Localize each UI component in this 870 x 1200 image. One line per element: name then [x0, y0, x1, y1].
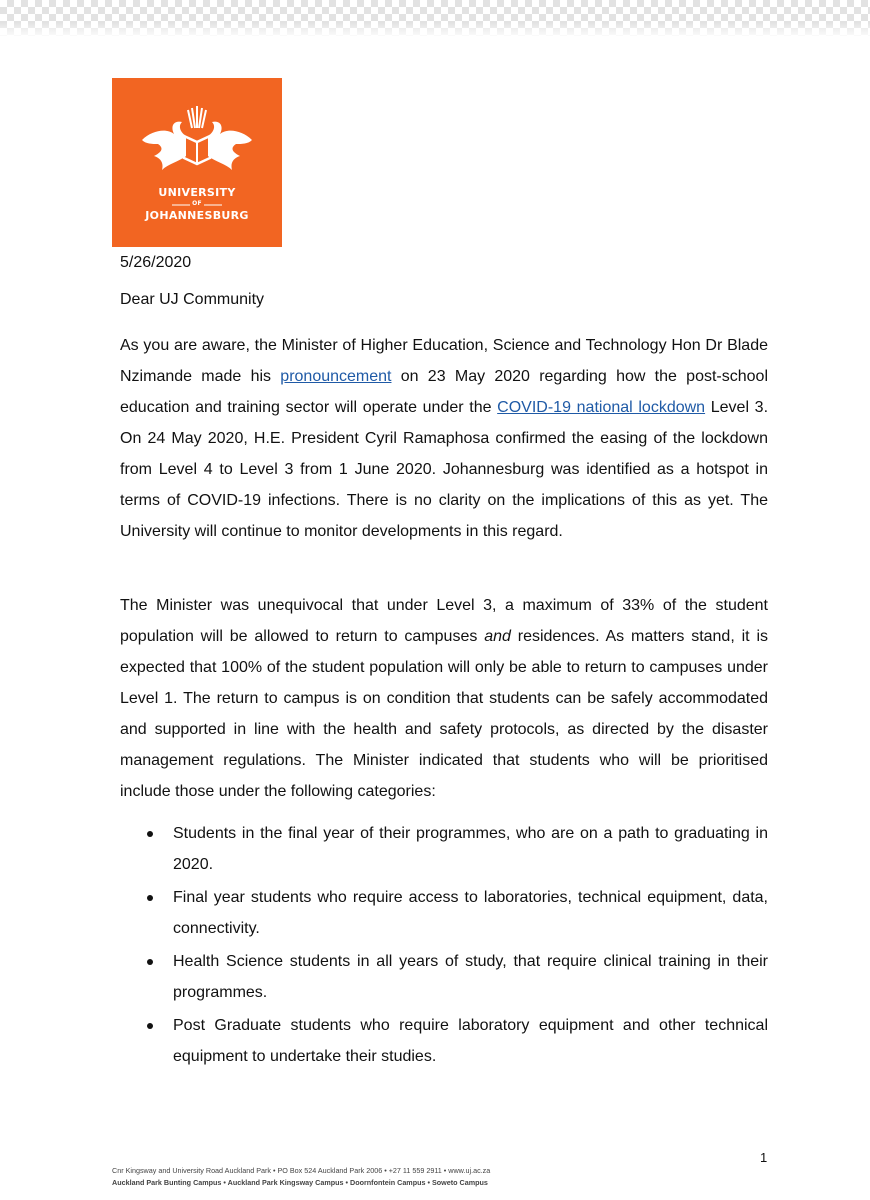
page-number: 1 — [760, 1150, 768, 1165]
paragraph-2 — [120, 590, 768, 807]
paragraph-2-text-a: The Minister was unequivocal that under Level 3, a maximum of 33% of the student population will be allowed to return to campuses — [120, 597, 768, 645]
footer-campuses: Auckland Park Bunting Campus • Auckland Park Kingsway Campus • Doornfontein Campus • Soweto Campus — [112, 1178, 488, 1187]
paragraph-1-text-b: on 23 May 2020 regarding how the post-school education and training sector will operate under the — [120, 368, 768, 416]
paragraph-2-text-b: residences. As matters stand, it is expected that 100% of the student population will only be able to return to campuses under Level 1. The return to campus is on condition that students can be safely accommodated and supported in line with the health and safety protocols, as directed by the disaster management regulations. The Minister indicated that students who will be prioritised include those under the following categories: — [120, 628, 769, 800]
torn-edge-fade — [0, 22, 870, 38]
priority-categories-list — [120, 818, 768, 1074]
list-item-text: Health Science students in all years of study, that require clinical training in their programmes. — [173, 953, 768, 1001]
list-item-text: Students in the final year of their programmes, who are on a path to graduating in 2020. — [173, 825, 768, 873]
paragraph-1-text-c: Level 3. On 24 May 2020, H.E. President Cyril Ramaphosa confirmed the easing of the lockdown from Level 4 to Level 3 from 1 June 2020. Johannesburg was identified as a hotspot in terms of COVID-19 infections. There is no clarity on the implications of this as yet. The University will continue to monitor developments in this regard. — [120, 399, 769, 540]
covid-lockdown-link[interactable]: COVID-19 national lockdown — [497, 399, 706, 416]
list-item — [120, 1010, 768, 1072]
letter-date: 5/26/2020 — [120, 254, 192, 271]
pronouncement-link[interactable]: pronouncement — [280, 368, 392, 385]
bullet-icon — [147, 1023, 153, 1029]
list-item-text: Post Graduate students who require laboratory equipment and other technical equipment to undertake their studies. — [173, 1017, 768, 1065]
bullet-icon — [147, 959, 153, 965]
footer-address: Cnr Kingsway and University Road Auckland Park • PO Box 524 Auckland Park 2006 • +27 11 559 2911 • www.uj.ac.za — [112, 1166, 491, 1175]
letter-greeting: Dear UJ Community — [120, 291, 265, 308]
paragraph-1 — [120, 330, 768, 547]
bullet-icon — [147, 831, 153, 837]
paragraph-1-text-a: As you are aware, the Minister of Higher Education, Science and Technology Hon Dr Blade Nzimande made his — [120, 337, 768, 385]
paragraph-2-emphasis: and — [484, 628, 511, 645]
logo-text-university: UNIVERSITY — [158, 186, 236, 199]
logo-text-of: OF — [192, 200, 202, 207]
list-item — [120, 818, 768, 880]
list-item — [120, 946, 768, 1008]
bullet-icon — [147, 895, 153, 901]
list-item — [120, 882, 768, 944]
logo-text-johannesburg: JOHANNESBURG — [145, 209, 249, 222]
university-logo — [112, 78, 282, 247]
list-item-text: Final year students who require access to laboratories, technical equipment, data, connectivity. — [173, 889, 768, 937]
